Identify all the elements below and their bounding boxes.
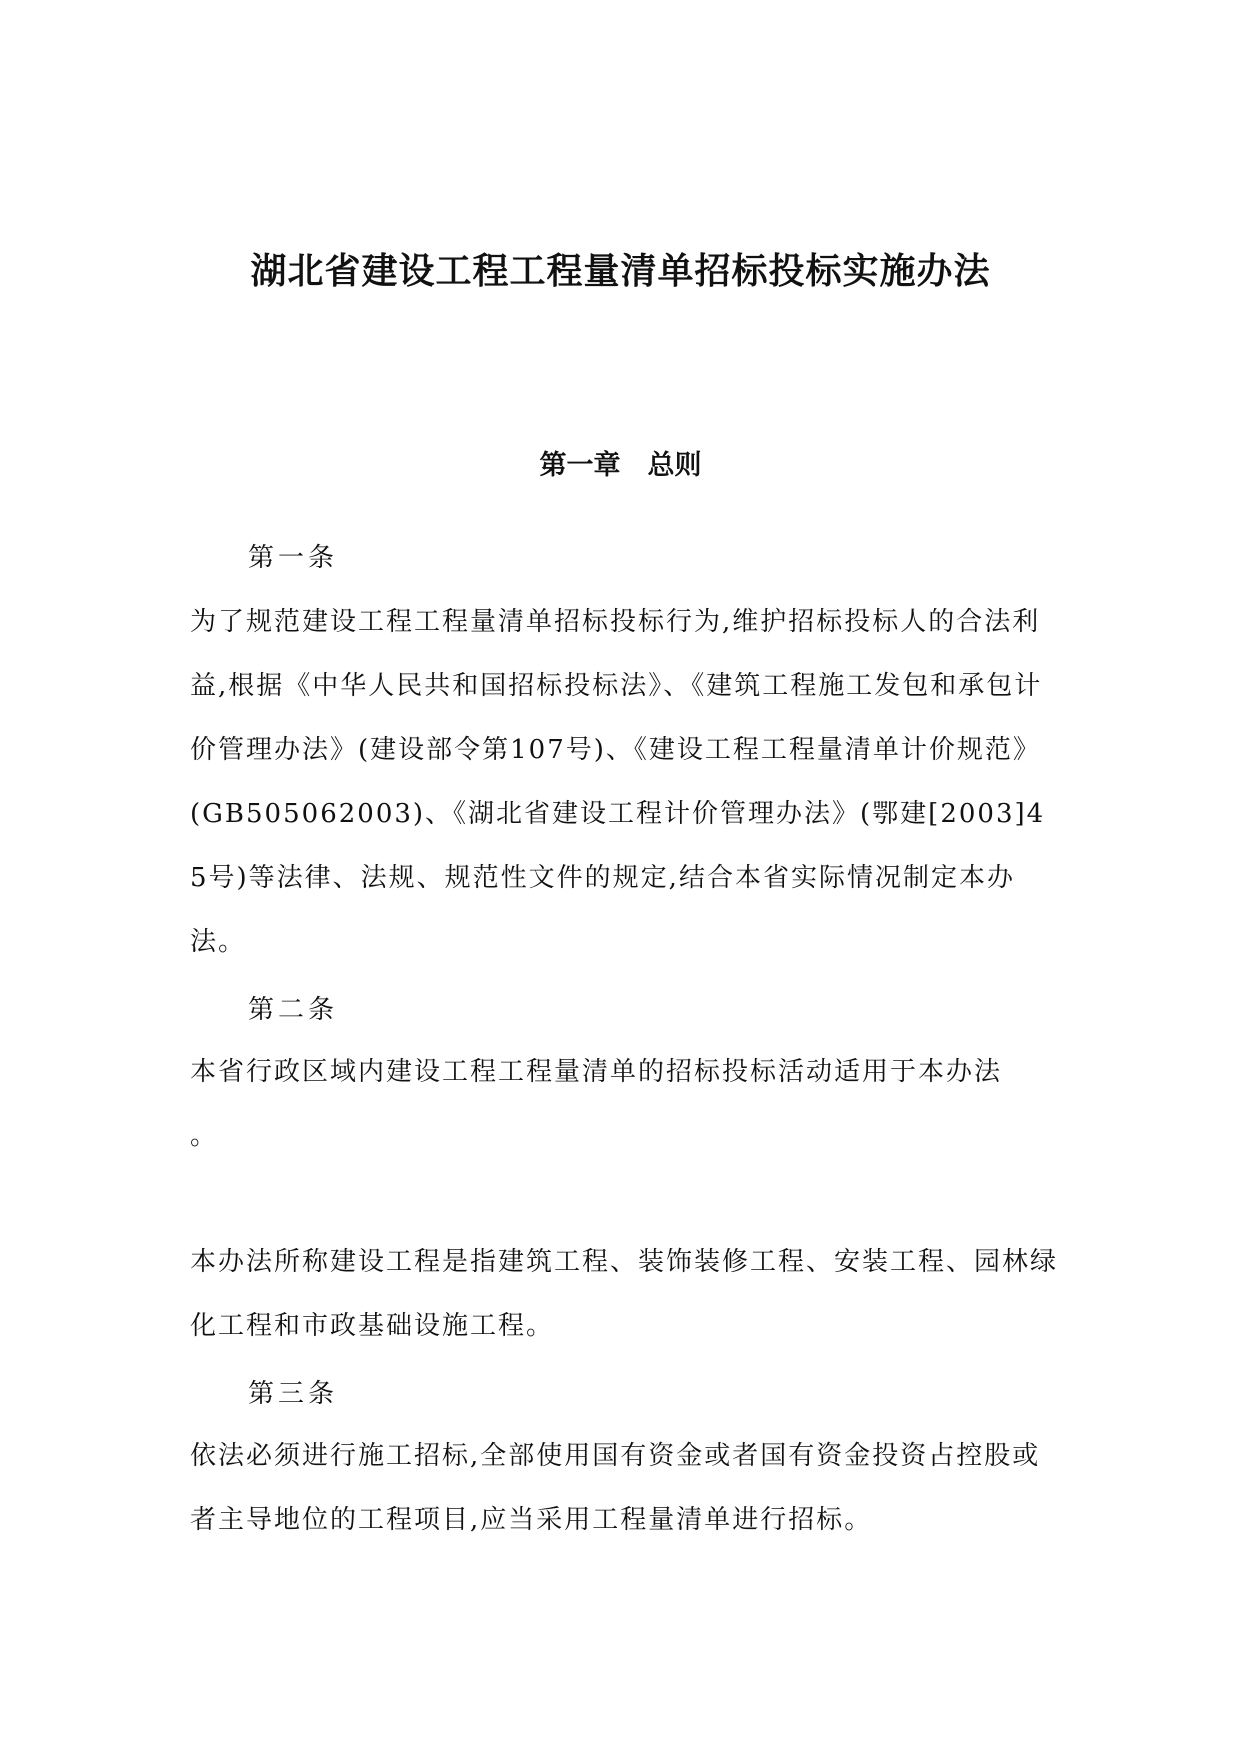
- article-3-paragraph: 依法必须进行施工招标,全部使用国有资金或者国有资金投资占控股或者主导地位的工程项目,应当采用工程量清单进行招标。: [190, 1441, 1041, 1535]
- chapter-heading: 第一章 总则: [539, 450, 702, 481]
- article-2-paragraph-2: 本办法所称建设工程是指建筑工程、装饰装修工程、安装工程、园林绿化工程和市政基础设施工程。: [190, 1247, 1059, 1341]
- article-label-1: 第一条: [248, 543, 339, 573]
- article-1-paragraph: 为了规范建设工程工程量清单招标投标行为,维护招标投标人的合法利益,根据《中华人民共和国招标投标法》、《建筑工程施工发包和承包计价管理办法》(建设部令第107号)、《建设工程工程量清单计价规范》(GB505062003)、《湖北省建设工程计价管理办法》(鄂建[2003]45号)等法律、法规、规范性文件的规定,结合本省实际情况制定本办法。: [190, 607, 1046, 957]
- page-title: 湖北省建设工程工程量清单招标投标实施办法: [250, 251, 991, 292]
- article-2-trailing-period: 。: [190, 1121, 219, 1151]
- article-2-paragraph-1: 本省行政区域内建设工程工程量清单的招标投标活动适用于本办法: [190, 1057, 1003, 1087]
- article-label-3: 第三条: [248, 1379, 339, 1409]
- article-label-2: 第二条: [248, 995, 339, 1025]
